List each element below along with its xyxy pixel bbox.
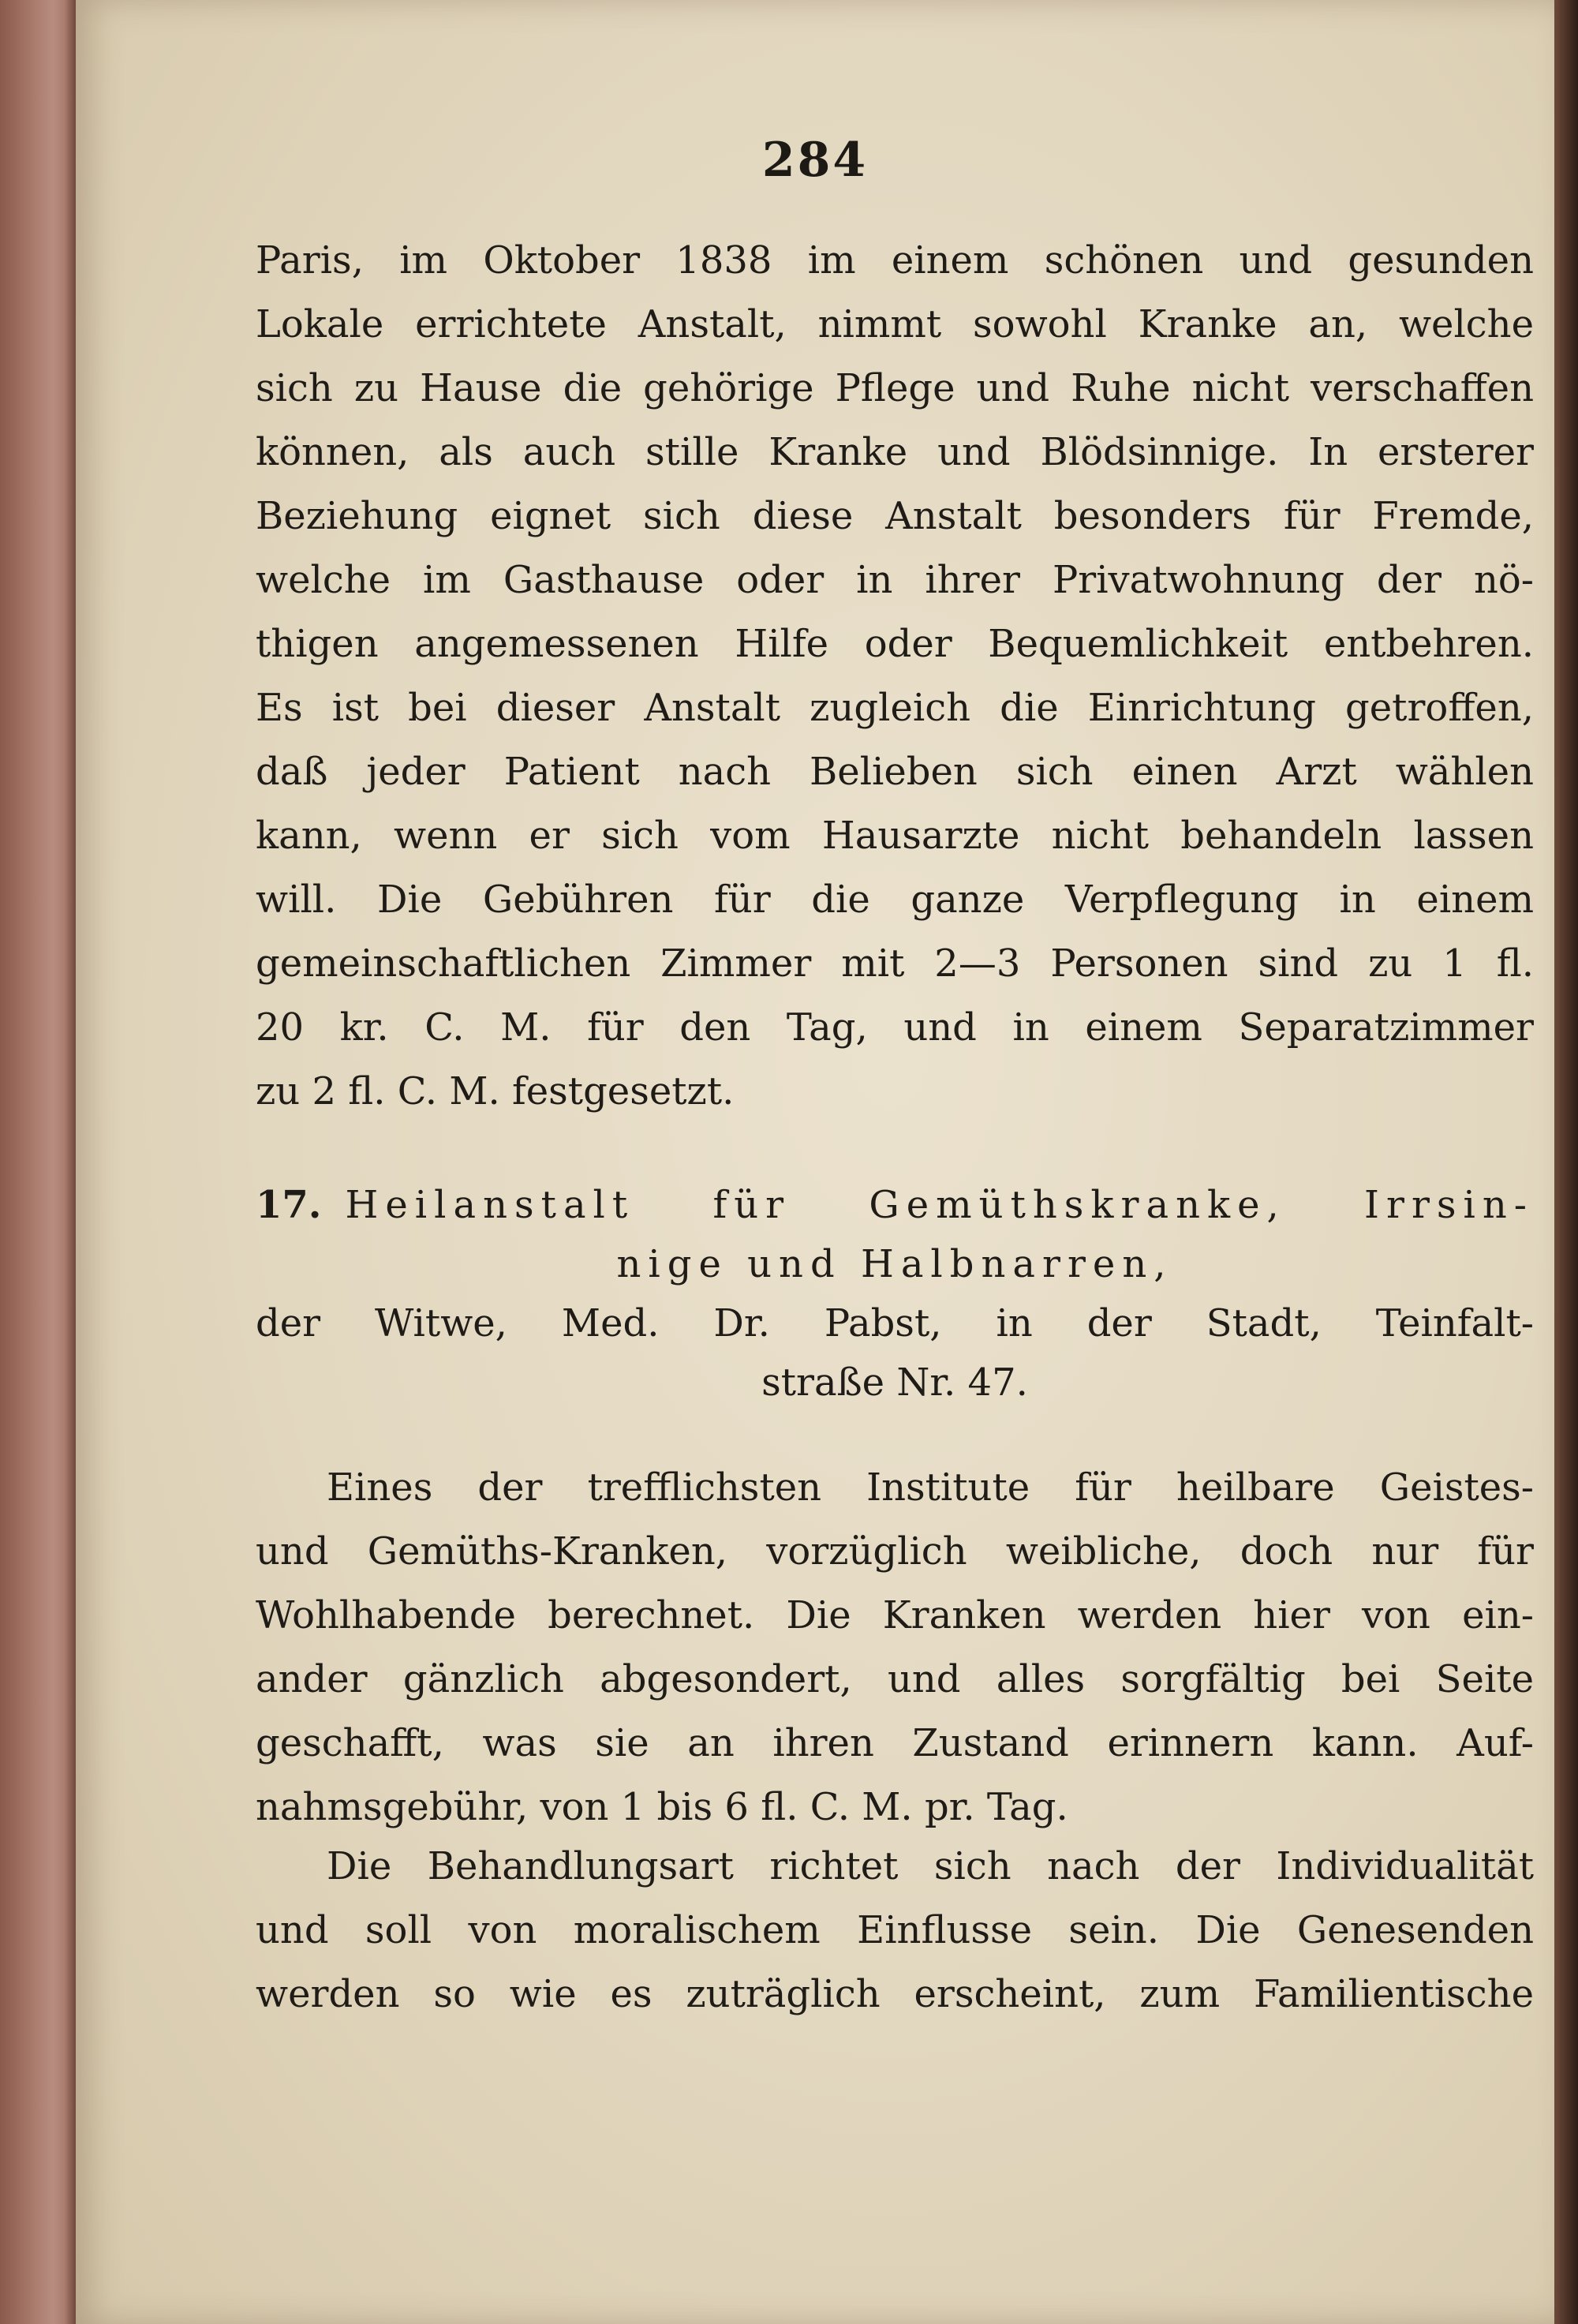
book-page <box>76 0 1554 2324</box>
section-number: 17. <box>256 1183 322 1227</box>
section-subtitle-continued: straße Nr. 47. <box>761 1360 1028 1405</box>
book-edge <box>1554 0 1578 2324</box>
text-line: ander gänzlich abgesondert, und alles sorgfältig bei Seite <box>256 1657 1534 1701</box>
text-line: 20 kr. C. M. für den Tag, und in einem Separatzimmer <box>256 1005 1534 1050</box>
text-line: thigen angemessenen Hilfe oder Bequemlichkeit entbehren. <box>256 622 1534 666</box>
section-title-continued: nige und Halbnarren, <box>616 1242 1173 1286</box>
text-line: können, als auch stille Kranke und Blödsinnige. In ersterer <box>256 430 1534 474</box>
text-line: Wohlhabende berechnet. Die Kranken werden hier von ein- <box>256 1593 1534 1637</box>
text-line: Paris, im Oktober 1838 im einem schönen und gesunden <box>256 238 1534 283</box>
text-line: Eines der trefflichsten Institute für heilbare Geistes- <box>327 1465 1534 1510</box>
text-line: gemeinschaftlichen Zimmer mit 2—3 Personen sind zu 1 fl. <box>256 941 1534 986</box>
text-line: Beziehung eignet sich diese Anstalt besonders für Fremde, <box>256 494 1534 538</box>
text-line: zu 2 fl. C. M. festgesetzt. <box>256 1069 735 1113</box>
text-line: sich zu Hause die gehörige Pflege und Ruhe nicht verschaffen <box>256 366 1534 410</box>
book-spine <box>0 0 76 2324</box>
text-line: nahmsgebühr, von 1 bis 6 fl. C. M. pr. Tag. <box>256 1785 1068 1829</box>
text-line: geschafft, was sie an ihren Zustand erinnern kann. Auf- <box>256 1721 1534 1765</box>
text-line: und soll von moralischem Einflusse sein. Die Genesenden <box>256 1908 1534 1952</box>
text-line: will. Die Gebühren für die ganze Verpflegung in einem <box>256 878 1534 922</box>
paragraph <box>256 1456 1534 1839</box>
text-line: kann, wenn er sich vom Hausarzte nicht behandeln lassen <box>256 814 1534 858</box>
text-line: werden so wie es zuträglich erscheint, zum Familientische <box>256 1972 1534 2016</box>
paragraph-continued <box>256 229 1534 1124</box>
page-number: 284 <box>761 133 869 188</box>
text-line: Es ist bei dieser Anstalt zugleich die Einrichtung getroffen, <box>256 686 1534 730</box>
section-heading <box>256 1176 1534 1413</box>
text-line: und Gemüths-Kranken, vorzüglich weibliche, doch nur für <box>256 1529 1534 1574</box>
paragraph <box>256 1835 1534 2026</box>
text-line: Lokale errichtete Anstalt, nimmt sowohl Kranke an, welche <box>256 302 1534 346</box>
section-title: Heilanstalt für Gemüthskranke, Irrsin- <box>345 1183 1534 1227</box>
text-line: welche im Gasthause oder in ihrer Privatwohnung der nö- <box>256 558 1534 602</box>
text-line: Die Behandlungsart richtet sich nach der Individualität <box>327 1844 1534 1888</box>
heading-title-line <box>256 1176 1534 1235</box>
section-subtitle: der Witwe, Med. Dr. Pabst, in der Stadt, Teinfalt- <box>256 1301 1534 1345</box>
text-line: daß jeder Patient nach Belieben sich einen Arzt wählen <box>256 750 1534 794</box>
